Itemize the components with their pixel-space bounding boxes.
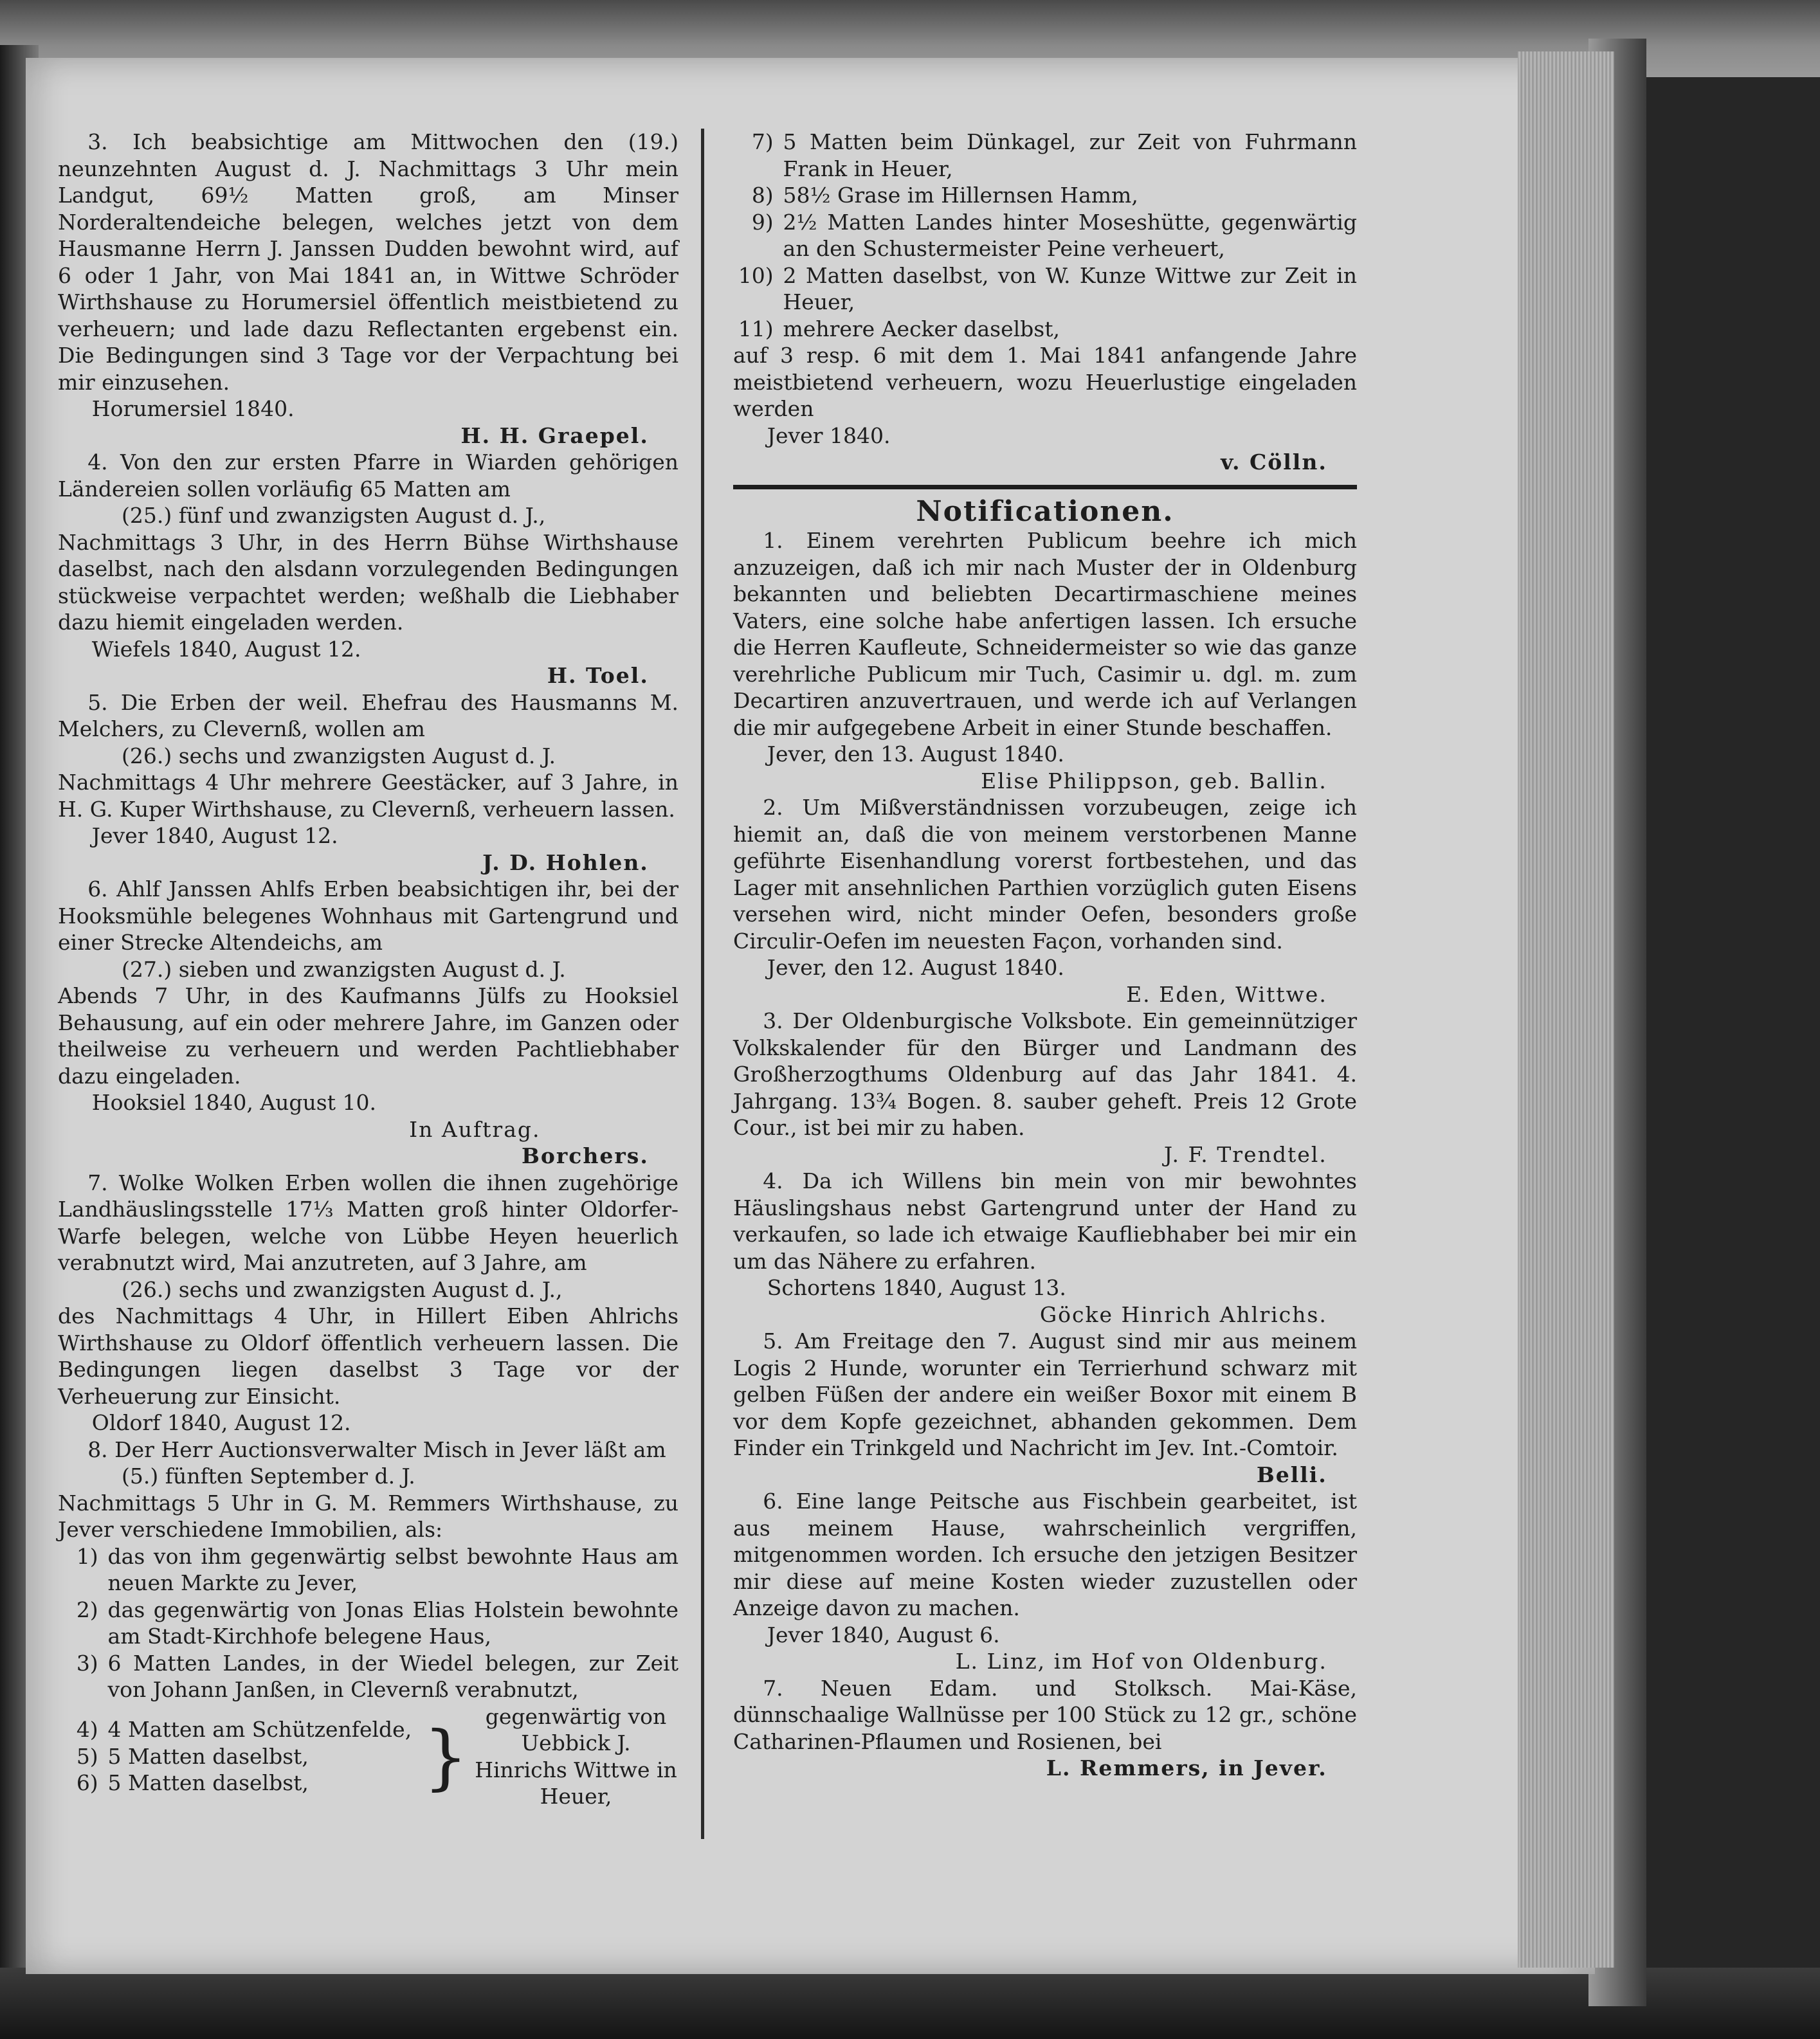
notice-text: Nachmittags 5 Uhr in G. M. Remmers Wirthshause, zu Jever verschiedene Immobilien, als: xyxy=(58,1490,678,1542)
notice-text: 3. Der Oldenburgische Volksbote. Ein gemeinnütziger Volkskalender für den Bürger und Landmann des Großherzogthums Oldenburg auf das Jahr 1841. 4. Jahrgang. 13¾ Bogen. 8. sauber geheft. Preis 12 Grote Cour., ist bei mir zu haben. xyxy=(733,1008,1357,1140)
notice-signature: E. Eden, Wittwe. xyxy=(1126,981,1327,1007)
notice-signature: H. H. Graepel. xyxy=(460,422,649,448)
closing-paragraph xyxy=(733,342,1357,476)
notice-date: Hooksiel 1840, August 10. xyxy=(91,1090,376,1115)
notification-4 xyxy=(733,1168,1357,1328)
list-item: 11) mehrere Aecker daselbst, xyxy=(738,316,1060,341)
list-item: 4) 4 Matten am Schützenfelde, xyxy=(76,1717,412,1743)
notice-4 xyxy=(58,449,678,689)
notification-7 xyxy=(733,1675,1357,1782)
notice-signature: J. F. Trendtel. xyxy=(1163,1141,1327,1167)
notice-date-line: (26.) sechs und zwanzigsten August d. J., xyxy=(122,1276,563,1302)
notice-text: Abends 7 Uhr, in des Kaufmanns Jülfs zu Hooksiel Behausung, auf ein oder mehrere Jahre, im Ganzen oder theilweise zu verheuern und werden Pachtliebhaber dazu eingeladen. xyxy=(58,983,678,1089)
notice-text: Nachmittags 4 Uhr mehrere Geestäcker, auf 3 Jahre, in H. G. Kuper Wirthshause, zu Clevernß, verheuern lassen. xyxy=(58,770,678,822)
notice-signature: H. Toel. xyxy=(547,663,649,688)
notice-date: Jever 1840, August 12. xyxy=(91,823,338,848)
list-item: 9) 2½ Matten Landes hinter Moseshütte, gegenwärtig an den Schustermeister Peine verheuert, xyxy=(751,209,1357,261)
list-item: 8) 58½ Grase im Hillernsen Hamm, xyxy=(751,183,1138,208)
section-title: Notificationen. xyxy=(916,494,1174,528)
closing-text: auf 3 resp. 6 mit dem 1. Mai 1841 anfangende Jahre meistbietend verheuern, wozu Heuerlustige eingeladen werden xyxy=(733,343,1357,421)
notice-5 xyxy=(58,689,678,876)
notice-date: Jever 1840, August 6. xyxy=(767,1622,1000,1647)
closing-signature: v. Cölln. xyxy=(1221,449,1327,475)
notice-signature: Göcke Hinrich Ahlrichs. xyxy=(1039,1301,1327,1327)
notice-3 xyxy=(58,129,678,449)
right-column xyxy=(733,129,1357,1782)
notice-text: 3. Ich beabsichtige am Mittwochen den (19.) neunzehnten August d. J. Nachmittags 3 Uhr mein Landgut, 69½ Matten groß, am Minser Norderaltendeiche belegen, welches jetzt von dem Hausmanne Herrn J. Janssen Dudden bewohnt wird, auf 6 oder 1 Jahr, von Mai 1841 an, in Wittwe Schröder Wirthshause zu Horumersiel öffentlich meistbietend zu verheuern; und lade dazu Reflectanten ergebenst ein. Die Bedingungen sind 3 Tage vor der Verpachtung bei mir einzusehen. xyxy=(58,129,678,395)
property-list-continued xyxy=(733,129,1357,342)
notice-6 xyxy=(58,876,678,1170)
section-divider xyxy=(733,485,1357,489)
notice-date-line: (5.) fünften September d. J. xyxy=(122,1464,415,1489)
notice-text: 5. Am Freitage den 7. August sind mir aus meinem Logis 2 Hunde, worunter ein Terrierhund schwarz mit gelben Füßen der andere ein weißer Boxor mit einem B vor dem Kopfe gezeichnet, abhanden gekommen. Dem Finder ein Trinkgeld und Nachricht im Jev. Int.-Comtoir. xyxy=(733,1328,1357,1460)
notice-text: Nachmittags 3 Uhr, in des Herrn Bühse Wirthshause daselbst, nach den alsdann vorzulegenden Bedingungen stückweise verpachtet werden; weßhalb die Liebhaber dazu hiemit eingeladen werden. xyxy=(58,529,678,635)
notice-text: 6. Ahlf Janssen Ahlfs Erben beabsichtigen ihr, bei der Hooksmühle belegenes Wohnhaus mit Gartengrund und einer Strecke Altendeichs, am xyxy=(58,876,678,955)
notice-note: In Auftrag. xyxy=(409,1116,541,1142)
notice-date: Wiefels 1840, August 12. xyxy=(91,636,361,662)
notice-text: des Nachmittags 4 Uhr, in Hillert Eiben Ahlrichs Wirthshause zu Oldorf öffentlich verheuern lassen. Die Bedingungen liegen daselbst 3 Tage vor der Verheuerung zur Einsicht. xyxy=(58,1303,678,1409)
brace-list xyxy=(58,1716,418,1797)
notice-text: 7. Wolke Wolken Erben wollen die ihnen zugehörige Landhäuslingsstelle 17⅓ Matten groß hinter Oldorfer-Warfe belegen, welche von Lübbe Heyen heuerlich verabnutzt wird, Mai anzutreten, auf 3 Jahre, am xyxy=(58,1170,678,1275)
notice-text: 8. Der Herr Auctionsverwalter Misch in Jever läßt am xyxy=(87,1436,666,1462)
brace-list-group xyxy=(58,1703,678,1810)
list-item: 5) 5 Matten daselbst, xyxy=(76,1743,309,1769)
notice-text: 4. Da ich Willens bin mein von mir bewohntes Häuslingshaus nebst Gartengrund unter der Hand zu verkaufen, so lade ich etwaige Kaufliebhaber bei mir ein um das Nähere zu erfahren. xyxy=(733,1168,1357,1274)
list-item: 6) 5 Matten daselbst, xyxy=(76,1770,309,1796)
notice-date-line: (26.) sechs und zwanzigsten August d. J. xyxy=(122,743,556,768)
notice-signature: Belli. xyxy=(1256,1462,1327,1487)
curly-brace-icon: } xyxy=(423,1715,468,1798)
notification-1 xyxy=(733,527,1357,794)
notice-date: Schortens 1840, August 13. xyxy=(767,1275,1066,1300)
left-column xyxy=(58,129,678,1810)
notice-text: 2. Um Mißverständnissen vorzubeugen, zeige ich hiemit an, daß die von meinem verstorbenen Manne geführte Eisenhandlung vorerst fortbestehen, und das Lager mit ansehnlichen Parthien vorzüglich guten Eisens versehen wird, nicht minder Oefen, besonders große Circulir-Oefen im neuesten Façon, vorhanden sind. xyxy=(733,795,1357,954)
notice-signature: Elise Philippson, geb. Ballin. xyxy=(981,768,1327,793)
list-item: 3) 6 Matten Landes, in der Wiedel belegen, zur Zeit von Johann Janßen, in Clevernß verabnutzt, xyxy=(76,1650,678,1702)
notice-text: 6. Eine lange Peitsche aus Fischbein gearbeitet, ist aus meinem Hause, wahrscheinlich vergriffen, mitgenommen worden. Ich ersuche den jetzigen Besitzer mir diese auf meine Kosten wieder zuzustellen oder Anzeige davon zu machen. xyxy=(733,1489,1357,1620)
notification-5 xyxy=(733,1328,1357,1488)
notification-3 xyxy=(733,1008,1357,1168)
notice-signature: Borchers. xyxy=(521,1143,649,1168)
property-list xyxy=(58,1543,678,1703)
notice-date-line: (27.) sieben und zwanzigsten August d. J. xyxy=(122,956,566,982)
notice-signature: L. Linz, im Hof von Oldenburg. xyxy=(955,1649,1327,1674)
notice-date: Horumersiel 1840. xyxy=(91,396,295,421)
notification-6 xyxy=(733,1488,1357,1675)
list-item: 1) das von ihm gegenwärtig selbst bewohnte Haus am neuen Markte zu Jever, xyxy=(76,1543,678,1595)
notice-date: Jever, den 13. August 1840. xyxy=(767,741,1064,766)
notice-date: Jever, den 12. August 1840. xyxy=(767,955,1064,980)
brace-text: gegenwärtig von Uebbick J. Hinrichs Wittwe in Heuer, xyxy=(475,1703,677,1809)
notice-date: Oldorf 1840, August 12. xyxy=(91,1410,351,1435)
notice-signature: L. Remmers, in Jever. xyxy=(1046,1755,1327,1781)
closing-date: Jever 1840. xyxy=(767,422,891,448)
book-cover-bottom xyxy=(0,1968,1820,2039)
notice-text: 4. Von den zur ersten Pfarre in Wiarden gehörigen Ländereien sollen vorläufig 65 Matten am xyxy=(58,449,678,502)
page-edges xyxy=(1518,51,1614,1968)
notice-date-line: (25.) fünf und zwanzigsten August d. J., xyxy=(122,503,546,528)
notice-text: 7. Neuen Edam. und Stolksch. Mai-Käse, dünnschaalige Wallnüsse per 100 Stück zu 12 gr., schöne Catharinen-Pflaumen und Rosienen, bei xyxy=(733,1675,1357,1754)
list-item: 2) das gegenwärtig von Jonas Elias Holstein bewohnte am Stadt-Kirchhofe belegene Haus, xyxy=(76,1597,678,1649)
notification-2 xyxy=(733,794,1357,1008)
notice-text: 5. Die Erben der weil. Ehefrau des Hausmanns M. Melchers, zu Clevernß, wollen am xyxy=(58,689,678,741)
notice-7 xyxy=(58,1170,678,1436)
notice-text: 1. Einem verehrten Publicum beehre ich mich anzuzeigen, daß ich mir nach Muster der in Oldenburg bekannten und beliebten Decartirmaschiene meines Vaters, eine solche habe anfertigen lassen. Ich ersuche die Herren Kaufleute, Schneidermeister so wie das ganze verehrliche Publicum mir Tuch, Casimir u. dgl. m. zum Decartiren anzuvertrauen, und werde ich auf Verlangen die mir aufgegebene Arbeit in einer Stunde beschaffen. xyxy=(733,528,1357,740)
notice-8 xyxy=(58,1436,678,1810)
column-divider xyxy=(701,129,704,1839)
notice-signature: J. D. Hohlen. xyxy=(482,849,649,875)
list-item: 7) 5 Matten beim Dünkagel, zur Zeit von Fuhrmann Frank in Heuer, xyxy=(751,129,1357,181)
list-item: 10) 2 Matten daselbst, von W. Kunze Wittwe zur Zeit in Heuer, xyxy=(738,262,1357,314)
